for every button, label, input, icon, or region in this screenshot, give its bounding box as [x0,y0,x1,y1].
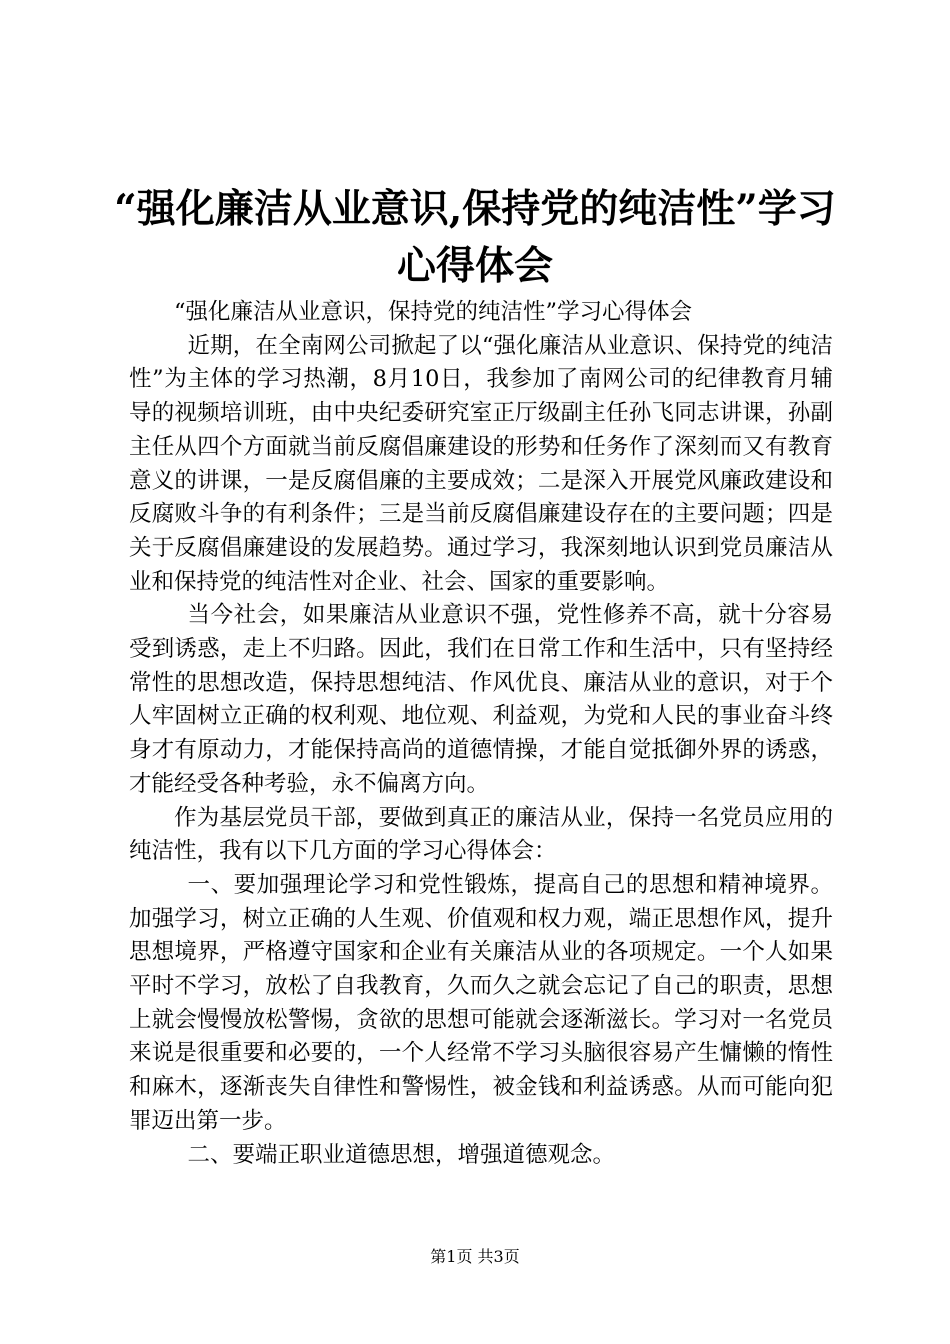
paragraph-intro: 近期，在全南网公司掀起了以“强化廉洁从业意识、保持党的纯洁性”为主体的学习热潮，8月10日，我参加了南网公司的纪律教育月辅导的视频培训班，由中央纪委研究室正厅级副主任孙飞同志讲课，孙副主任从四个方面就当前反腐倡廉建设的形势和任务作了深刻而又有教育意义的讲课，一是反腐倡廉的主要成效；二是深入开展党风廉政建设和反腐败斗争的有利条件；三是当前反腐倡廉建设存在的主要问题；四是关于反腐倡廉建设的发展趋势。通过学习，我深刻地认识到党员廉洁从业和保持党的纯洁性对企业、社会、国家的重要影响。 [129,332,833,595]
paragraph-society: 当今社会，如果廉洁从业意识不强，党性修养不高，就十分容易受到诱惑，走上不归路。因此，我们在日常工作和生活中，只有坚持经常性的思想改造，保持思想纯洁、作风优良、廉洁从业的意识，对于个人牢固树立正确的权利观、地位观、利益观，为党和人民的事业奋斗终身才有原动力，才能保持高尚的道德情操，才能自觉抵御外界的诱惑，才能经受各种考验，永不偏离方向。 [129,602,833,797]
paragraph-point-two: 二、要端正职业道德思想，增强道德观念。 [187,1141,616,1168]
document-title-line-2: 心得体会 [396,243,553,289]
paragraph-point-one: 一、要加强理论学习和党性锻炼，提高自己的思想和精神境界。加强学习，树立正确的人生观、价值观和权力观，端正思想作风，提升思想境界，严格遵守国家和企业有关廉洁从业的各项规定。一个人如果平时不学习，放松了自我教育，久而久之就会忘记了自己的职责，思想上就会慢慢放松警惕，贪欲的思想可能就会逐渐滋长。学习对一名党员来说是很重要和必要的，一个人经常不学习头脑很容易产生慵懒的惰性和麻木，逐渐丧失自律性和警惕性，被金钱和利益诱惑。从而可能向犯罪迈出第一步。 [129,871,833,1134]
paragraph-subtitle: “强化廉洁从业意识，保持党的纯洁性”学习心得体会 [174,299,693,325]
document-title-line-1: “强化廉洁从业意识,保持党的纯洁性”学习 [114,186,836,232]
document-body [129,296,833,1172]
paragraph-cadre: 作为基层党员干部，要做到真正的廉洁从业，保持一名党员应用的纯洁性，我有以下几方面的学习心得体会： [129,804,833,865]
page-footer: 第1页 共3页 [430,1247,520,1266]
